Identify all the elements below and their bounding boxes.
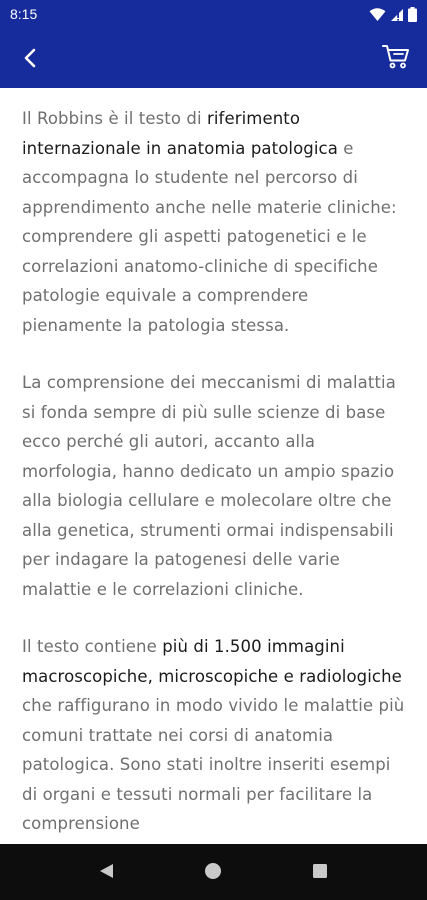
paragraph-text: e accompagna lo studente nel percorso di apprendimento anche nelle materie cliniche: comprendere gli aspetti patogenetici e le correlazioni anatomo-cliniche di specifiche patologie equivale a comprendere pienamente la patologia stessa. — [22, 138, 397, 335]
description-paragraph — [22, 368, 409, 604]
paragraph-text: Il testo contiene — [22, 637, 163, 656]
nav-back-icon — [97, 862, 115, 884]
description-paragraph — [22, 104, 409, 340]
back-button[interactable] — [14, 44, 46, 76]
cart-button[interactable] — [379, 42, 413, 76]
nav-home-button[interactable] — [201, 861, 225, 885]
highlighted-text: riferimento internazionale in anatomia patologica — [22, 109, 338, 158]
highlighted-text: più di 1.500 immagini macroscopiche, microscopiche e radiologiche — [22, 637, 402, 686]
wifi-icon — [369, 7, 386, 26]
paragraph-text: La comprensione dei meccanismi di malattia si fonda sempre di più sulle scienze di base ecco perché gli autori, accanto alla morfologia, hanno dedicato un ampio spazio alla biologia cellulare e molecolare oltre che alla genetica, strumenti ormai indispensabili per indagare la patogenesi delle varie malattie e le correlazioni cliniche. — [22, 373, 396, 599]
nav-recents-icon — [311, 862, 329, 884]
status-time: 8:15 — [10, 6, 38, 22]
nav-home-icon — [203, 861, 223, 885]
system-nav-bar — [0, 844, 427, 900]
nav-recents-button[interactable] — [308, 861, 332, 885]
paragraph-text: Il Robbins è il testo di — [22, 109, 207, 128]
description-content[interactable] — [0, 88, 427, 844]
status-bar — [0, 0, 427, 30]
nav-back-button[interactable] — [94, 861, 118, 885]
paragraph-text: che raffigurano in modo vivido le malattie più comuni trattate nei corsi di anatomia patologica. Sono stati inoltre inseriti esempi di organi e tessuti normali per facilitare la comprensione — [22, 696, 405, 833]
chevron-left-icon — [21, 48, 39, 72]
description-paragraph — [22, 632, 409, 839]
signal-icon — [390, 7, 404, 26]
shopping-cart-icon — [382, 44, 410, 74]
status-icons — [369, 7, 417, 26]
app-bar — [0, 30, 427, 88]
battery-icon — [408, 7, 417, 26]
